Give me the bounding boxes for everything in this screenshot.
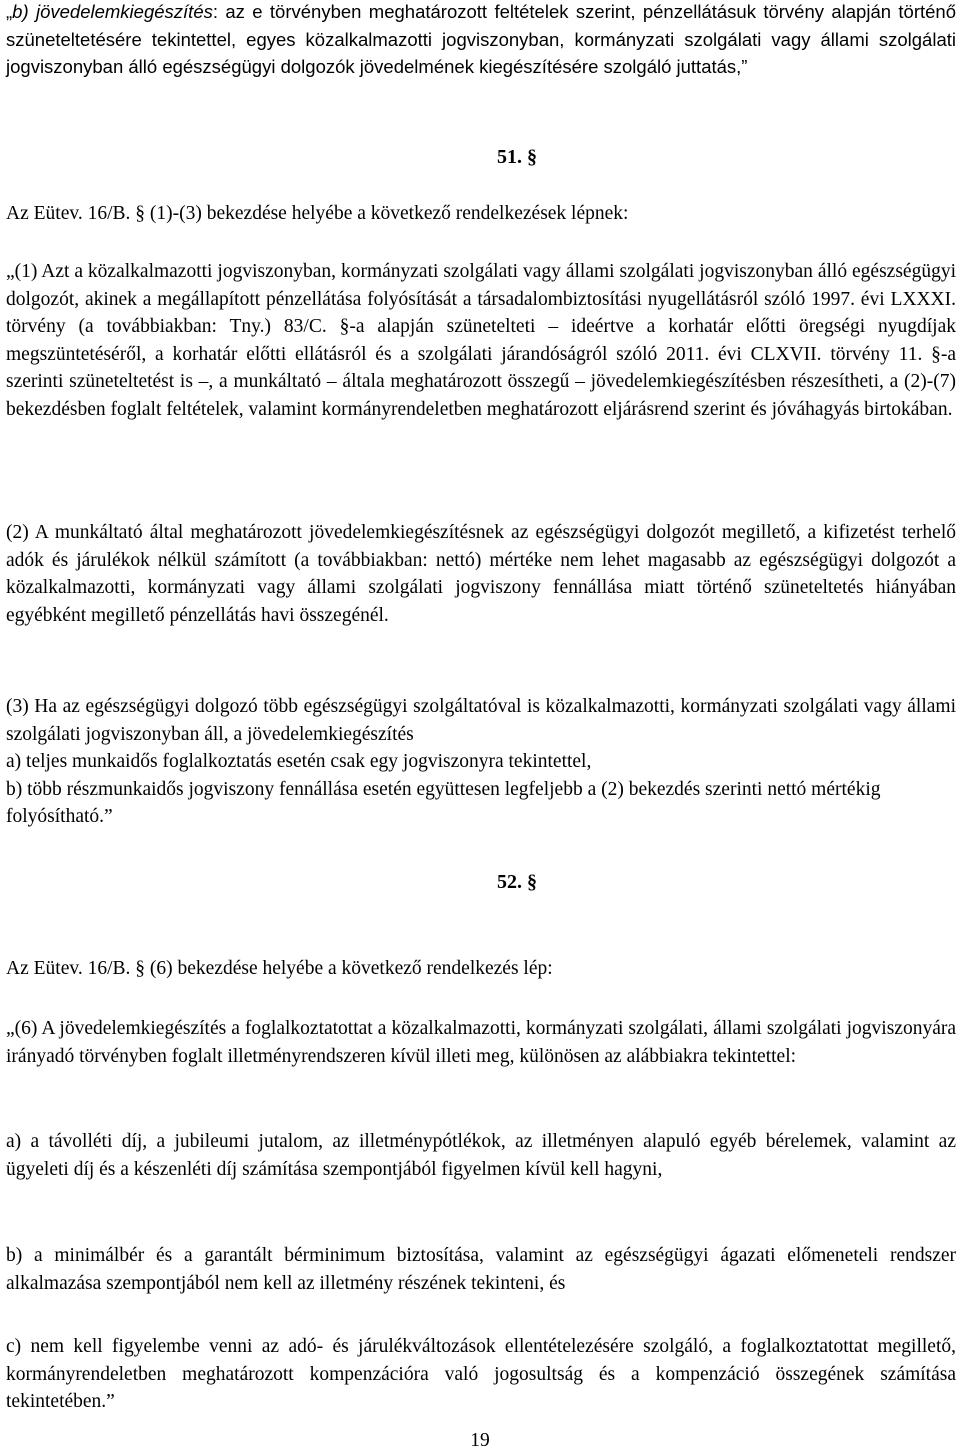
para-3-intro: (3) Ha az egészségügyi dolgozó több egészségügyi szolgáltatóval is közalkalmazotti, kormányzati szolgálati vagy állami szolgálati jogviszonyban áll, a jövedelemkiegészítés	[6, 696, 956, 745]
section-52-item-b: b) a minimálbér és a garantált bérminimum biztosítása, valamint az egészségügyi ágazati előmeneteli rendszer alkalmazása szempontjából nem kell az illetmény részének tekinteni, és	[6, 1245, 956, 1294]
section-52-para-1: „(6) A jövedelemkiegészítés a foglalkoztatottat a közalkalmazotti, kormányzati szolgálati, állami szolgálati jogviszonyára irányadó törvényben foglalt illetményrendszeren kívül illeti meg, különösen az alábbiakra tekintettel:	[6, 1018, 956, 1067]
para-3-item-a: a) teljes munkaidős foglalkoztatás esetén csak egy jogviszonyra tekintettel,	[6, 751, 592, 772]
section-51-para-2: (2) A munkáltató által meghatározott jövedelemkiegészítésnek az egészségügyi dolgozót megillető, a kifizetést terhelő adók és járulékok nélkül számított (a továbbiakban: nettó) mértéke nem lehet magasabb az egészségügyi dolgozót a közalkalmazotti, kormányzati vagy állami szolgálati jogviszony fennállása miatt történő szüneteltetés hiányában egyébként megillető pénzellátás havi összegénél.	[6, 522, 956, 626]
definition-text: : az e törvényben meghatározott feltételek szerint, pénzellátásuk törvény alapján történő szüneteltetésére tekintettel, egyes közalkalmazotti jogviszonyban, kormányzati szolgálati vagy állami szolgálati jogviszonyban álló egészségügyi dolgozók jövedelmének kiegészítésére szolgáló juttatás,”	[6, 1, 956, 77]
para-3-item-b: b) több részmunkaidős jogviszony fennállása esetén együttesen legfeljebb a (2) bekezdés szerinti nettó mértékig	[6, 778, 881, 800]
intro-paragraph	[6, 0, 956, 81]
para-3-end: folyósítható.”	[6, 806, 113, 827]
section-52-item-c: c) nem kell figyelembe venni az adó- és járulékváltozások ellentételezésére szolgáló, a foglalkoztatottat megillető, kormányrendeletben meghatározott kompenzációra való jogosultság és a kompenzáció összegének számítása tekintetében.”	[6, 1336, 956, 1412]
section-52-heading: 52. §	[497, 871, 537, 893]
section-51-lead: Az Eütev. 16/B. § (1)-(3) bekezdése helyébe a következő rendelkezések lépnek:	[6, 203, 629, 224]
quote-mark: „	[6, 1, 13, 22]
section-52-item-a: a) a távolléti díj, a jubileumi jutalom, az illetménypótlékok, az illetményen alapuló egyéb bérelemek, valamint az ügyeleti díj és a készenléti díj számítása szempontjából figyelmen kívül kell hagyni,	[6, 1131, 956, 1180]
page-number: 19	[470, 1430, 490, 1451]
section-52-lead: Az Eütev. 16/B. § (6) bekezdése helyébe a következő rendelkezés lép:	[6, 958, 553, 979]
section-51-heading: 51. §	[497, 146, 537, 168]
definition-term: b) jövedelemkiegészítés	[12, 1, 213, 22]
section-51-para-3	[6, 693, 956, 831]
section-51-para-1: „(1) Azt a közalkalmazotti jogviszonyban, kormányzati szolgálati vagy állami szolgálati jogviszonyban álló egészségügyi dolgozót, akinek a megállapított pénzellátása folyósítását a társadalombiztosítási nyugellátásról szóló 1997. évi LXXXI. törvény (a továbbiakban: Tny.) 83/C. §-a alapján szünetelteti – ideértve a korhatár előtti öregségi nyugdíjak megszüntetéséről, a korhatár előtti ellátásról és a szolgálati járandóságról szóló 2011. évi CLXVII. törvény 11. §-a szerinti szüneteltetést is –, a munkáltató – általa meghatározott összegű – jövedelemkiegészítésben részesítheti, a (2)-(7) bekezdésben foglalt feltételek, valamint kormányrendeletben meghatározott eljárásrend szerint és jóváhagyás birtokában.	[6, 261, 956, 420]
